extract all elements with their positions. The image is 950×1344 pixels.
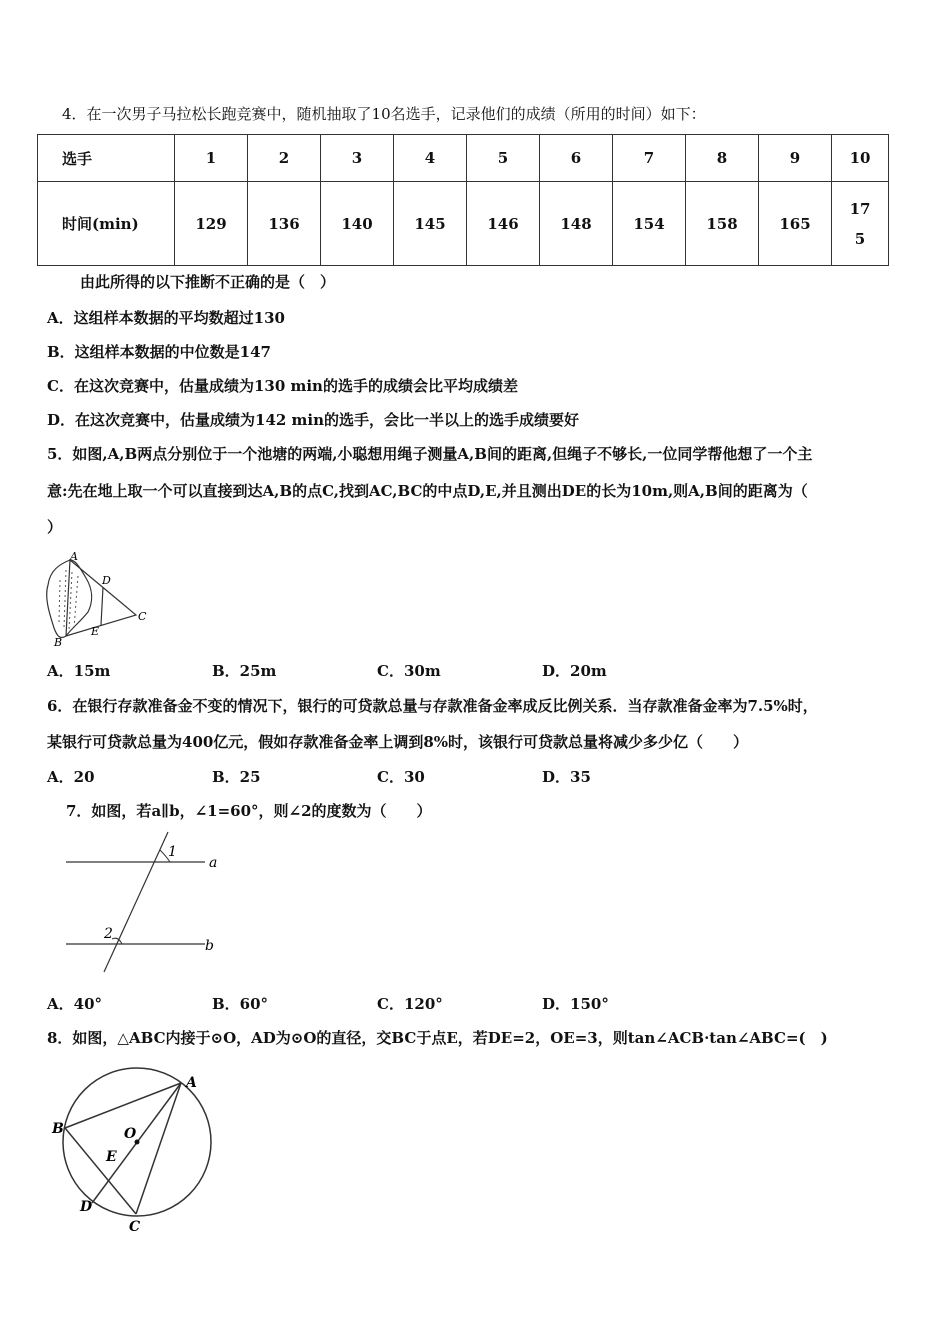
table-cell: 154 bbox=[613, 182, 686, 266]
table-cell: 140 bbox=[321, 182, 394, 266]
segment-de bbox=[101, 587, 103, 625]
table-cell: 7 bbox=[613, 135, 686, 182]
table-cell: 148 bbox=[540, 182, 613, 266]
q5-stem-line1: 5．如图,A,B两点分别位于一个池塘的两端,小聪想用绳子测量A,B间的距离,但绳子不够长,一位同学帮他想了一个主 bbox=[47, 445, 813, 463]
q7-options bbox=[47, 993, 707, 1014]
q4-question: 由此所得的以下推断不正确的是（ ） bbox=[80, 273, 336, 291]
label-c: C bbox=[138, 610, 147, 623]
q6-option-a: A．20 bbox=[47, 768, 95, 786]
q5-options bbox=[47, 660, 707, 681]
q4-option-a: A．这组样本数据的平均数超过130 bbox=[47, 309, 285, 327]
table-cell: 4 bbox=[394, 135, 467, 182]
label-d: D bbox=[80, 1199, 93, 1215]
q8-stem: 8．如图，△ABC内接于⊙O，AD为⊙O的直径，交BC于点E，若DE=2，OE=3，则tan∠ACB·tan∠ABC=( ) bbox=[47, 1029, 828, 1047]
label-e: E bbox=[91, 625, 100, 638]
label-e: E bbox=[106, 1149, 117, 1165]
q7-option-a: A．40° bbox=[47, 995, 103, 1013]
q6-option-c: C．30 bbox=[377, 768, 425, 786]
q6-stem-line2: 某银行可贷款总量为400亿元，假如存款准备金率上调到8%时，该银行可贷款总量将减少多少亿（ ） bbox=[47, 733, 749, 751]
q5-option-a: A．15m bbox=[47, 662, 111, 680]
q7-stem: 7．如图，若a∥b，∠1=60°，则∠2的度数为（ ） bbox=[66, 802, 432, 820]
q4-option-b: B．这组样本数据的中位数是147 bbox=[47, 343, 271, 361]
parallel-lines-figure bbox=[60, 830, 225, 980]
table-cell: 10 bbox=[832, 135, 889, 182]
segment-ac bbox=[136, 1083, 181, 1214]
label-a: A bbox=[186, 1075, 197, 1091]
table-cell: 165 bbox=[759, 182, 832, 266]
q6-stem-line1: 6．在银行存款准备金不变的情况下，银行的可贷款总量与存款准备金率成反比例关系．当存款准备金率为7.5%时， bbox=[47, 697, 818, 715]
pond-figure bbox=[40, 550, 160, 650]
table-cell-part: 17 bbox=[849, 199, 871, 218]
table-cell: 158 bbox=[686, 182, 759, 266]
table-cell: 2 bbox=[248, 135, 321, 182]
label-a: a bbox=[209, 855, 218, 871]
table-cell: 8 bbox=[686, 135, 759, 182]
segment-ab bbox=[66, 560, 70, 636]
q4-option-c: C．在这次竞赛中，估量成绩为130 min的选手的成绩会比平均成绩差 bbox=[47, 377, 518, 395]
table-cell-part: 5 bbox=[854, 229, 866, 248]
circle-figure bbox=[45, 1065, 225, 1240]
table-cell: 6 bbox=[540, 135, 613, 182]
angle-2-label: 2 bbox=[104, 926, 113, 942]
table-cell: 5 bbox=[467, 135, 540, 182]
table-cell: 9 bbox=[759, 135, 832, 182]
q7-option-d: D．150° bbox=[542, 995, 609, 1013]
table-cell: 145 bbox=[394, 182, 467, 266]
q6-options bbox=[47, 766, 707, 787]
transversal bbox=[104, 832, 168, 972]
table-cell: 1 bbox=[175, 135, 248, 182]
label-d: D bbox=[102, 574, 111, 587]
table-cell: 129 bbox=[175, 182, 248, 266]
q5-stem-line3: ） bbox=[47, 518, 63, 536]
q5-option-b: B．25m bbox=[212, 662, 277, 680]
q4-stem: 4．在一次男子马拉松长跑竞赛中，随机抽取了10名选手，记录他们的成绩（所用的时间）如下： bbox=[62, 105, 706, 123]
q5-option-d: D．20m bbox=[542, 662, 607, 680]
q4-table bbox=[37, 134, 889, 266]
table-row-label: 时间(min) bbox=[38, 182, 175, 266]
label-c: C bbox=[129, 1219, 141, 1235]
q4-option-d: D．在这次竞赛中，估量成绩为142 min的选手，会比一半以上的选手成绩要好 bbox=[47, 411, 580, 429]
table-row-label: 选手 bbox=[38, 135, 175, 182]
table-cell: 3 bbox=[321, 135, 394, 182]
label-a: A bbox=[70, 550, 78, 563]
label-b: B bbox=[52, 1121, 64, 1137]
table-cell: 136 bbox=[248, 182, 321, 266]
table-cell: 146 bbox=[467, 182, 540, 266]
q5-stem-line2: 意:先在地上取一个可以直接到达A,B的点C,找到AC,BC的中点D,E,并且测出DE的长为10m,则A,B间的距离为（ bbox=[47, 482, 808, 500]
q6-option-d: D．35 bbox=[542, 768, 591, 786]
label-b: B bbox=[54, 636, 63, 649]
q6-option-b: B．25 bbox=[212, 768, 261, 786]
angle-1-label: 1 bbox=[168, 844, 177, 860]
table-cell bbox=[832, 182, 889, 266]
q7-option-c: C．120° bbox=[377, 995, 443, 1013]
q5-option-c: C．30m bbox=[377, 662, 441, 680]
label-b: b bbox=[205, 938, 214, 954]
q7-option-b: B．60° bbox=[212, 995, 269, 1013]
label-o: O bbox=[124, 1126, 137, 1142]
